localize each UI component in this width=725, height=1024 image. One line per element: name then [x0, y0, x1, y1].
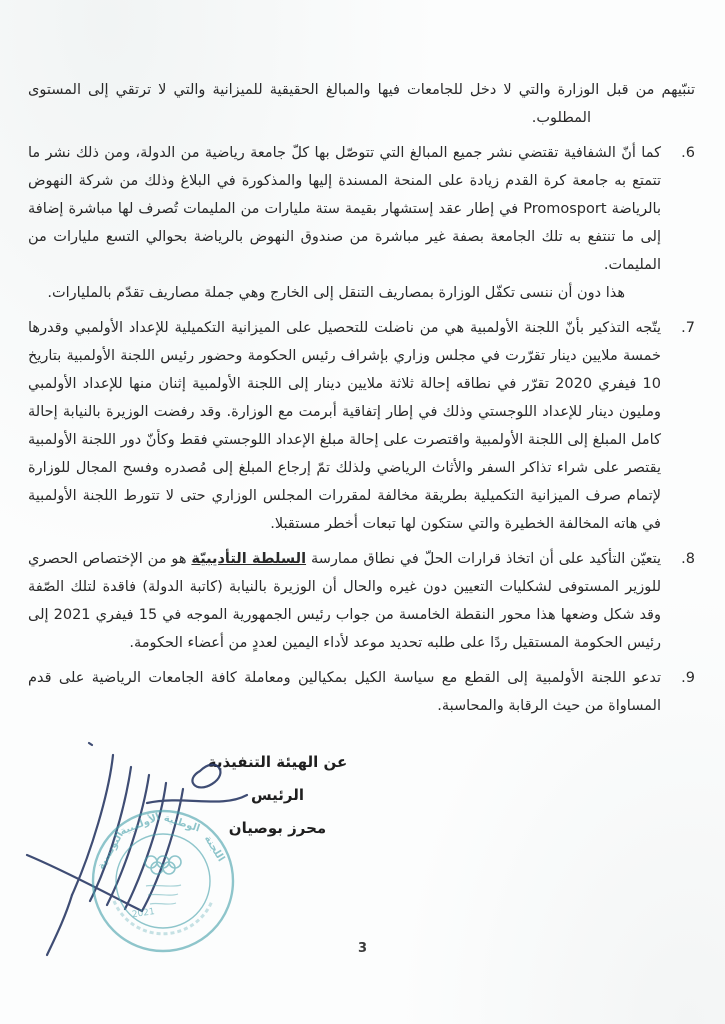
signature-dot	[89, 743, 92, 745]
signature-loop	[192, 765, 220, 788]
item-6-number: 6.	[681, 145, 695, 161]
list-item-7	[28, 314, 695, 538]
item-9-text: تدعو اللجنة الأولمبية إلى القطع مع سياسة الكيل بمكيالين ومعاملة كافة الجامعات الرياضية على قدم المساواة من حيث الرقابة والمحاسبة.	[28, 670, 661, 714]
stamp-inner-ring	[116, 834, 210, 928]
stamp-word: التونسية	[95, 829, 127, 872]
page-number: 3	[357, 941, 368, 956]
item-6-subparagraph: هذا دون أن ننسى تكفّل الوزارة بمصاريف التنقل إلى الخارج وهي جملة مصاريف تقدّم بالمليارات.	[47, 285, 625, 301]
item-7-number: 7.	[681, 320, 695, 336]
signature-on-behalf: عن الهيئة التنفيذية	[207, 753, 348, 771]
stamp-center-lines	[146, 885, 181, 904]
item-9-number: 9.	[681, 670, 695, 686]
list-item-6	[28, 139, 695, 307]
stamp-rim-dashes	[114, 901, 212, 934]
item-8-text-before: يتعيّن التأكيد على أن اتخاذ قرارات الحلّ في نطاق ممارسة	[306, 551, 661, 567]
signatory-name: محرز بوصيان	[228, 819, 327, 837]
list-item-8	[28, 545, 695, 657]
disciplinary-authority-highlight: السلطة التأديبيّة	[191, 551, 307, 567]
item-8-number: 8.	[681, 551, 695, 567]
item-8-text	[28, 545, 661, 657]
stamp-word: الوطنية	[162, 812, 202, 835]
intro-line-1: تنبّيهم من قبل الوزارة والتي لا دخل للجامعات فيها والمبالغ الحقيقية للميزانية والتي لا ترتقي إلى المستوى	[28, 82, 695, 98]
item-8-text-after: هو من الإختصاص الحصري للوزير المستوفى لشكليات التعيين دون غيره والحال أن الوزيرة بالنيابة (كاتبة الدولة) فاقدة لتلك الصّفة وقد شكل وضعها هذا محور النقطة الخامسة من جواب رئيس الجمهورية الموجه في 15 فيفري 2021 إلى رئيس الحكومة المستقيل ردًا على طلبه تحديد موعد لأداء اليمين لعددٍ من أعضاء الحكومة.	[28, 551, 661, 651]
intro-line-2: المطلوب.	[531, 110, 591, 126]
document-body	[28, 76, 695, 720]
item-6-text: كما أنّ الشفافية تقتضي نشر جميع المبالغ التي تتوصّل بها كلّ جامعة رياضية من الدولة، ومن ذلك نشر ما تتمتع به جامعة كرة القدم زيادة على المنحة المسندة إليها والمذكورة في البلاغ وذلك من شركة النهوض بالرياضة Promosport في إطار عقد إستشهار بقيمة ستة مليارات من المليمات تُصرف لها مباشرة إضافة إلى ما تنتفع به تلك الجامعة بصفة غير مباشرة من صندوق النهوض بالرياضة بحوالي التسع مليارات من المليمات.	[28, 145, 661, 273]
list-item-9	[28, 664, 695, 720]
stamp-year: 2021	[131, 907, 156, 921]
signature-title: الرئيس	[250, 786, 305, 804]
intro-paragraph	[28, 76, 695, 132]
stamp-word: الأولمبية	[118, 811, 162, 838]
stamp-outer-ring	[93, 811, 233, 951]
item-6-body	[28, 139, 661, 307]
olympic-rings-icon	[145, 856, 181, 874]
item-7-text: يتّجه التذكير بأنّ اللجنة الأولمبية هي من ناضلت للتحصيل على الميزانية التكميلية للإعداد الأولمبي وقدرها خمسة ملايين دينار تقرّرت في مجلس وزاري بإشراف رئيس الحكومة وحضور رئيس اللجنة الأولمبية بتاريخ 10 فيفري 2020 تقرّر في نطاقه إحالة ثلاثة ملايين دينار إلى اللجنة الأولمبية إثنان منها للإعداد الأولمبي ومليون دينار للإعداد اللوجستي وذلك في إطار إتفاقية أبرمت مع الوزارة. وقد رفضت الوزيرة بالنيابة إحالة كامل المبلغ إلى اللجنة الأولمبية واقتصرت على إحالة مبلغ الإعداد اللوجستي فقط وكأنّ دور اللجنة الأولمبية يقتصر على شراء تذاكر السفر والأثاث الرياضي ولذلك تمّ إرجاع المبلغ إلى مُصدره وفسح المجال للوزارة لإتمام صرف الميزانية التكميلية بطريقة مخالفة لمقررات المجلس الوزاري حتى لا تتورط اللجنة الأولمبية في هاته المخالفة الخطيرة والتي ستكون لها تبعات أخطر مستقبلا.	[28, 320, 661, 532]
official-stamp	[88, 806, 238, 956]
stamp-word: اللجنة	[201, 833, 227, 864]
